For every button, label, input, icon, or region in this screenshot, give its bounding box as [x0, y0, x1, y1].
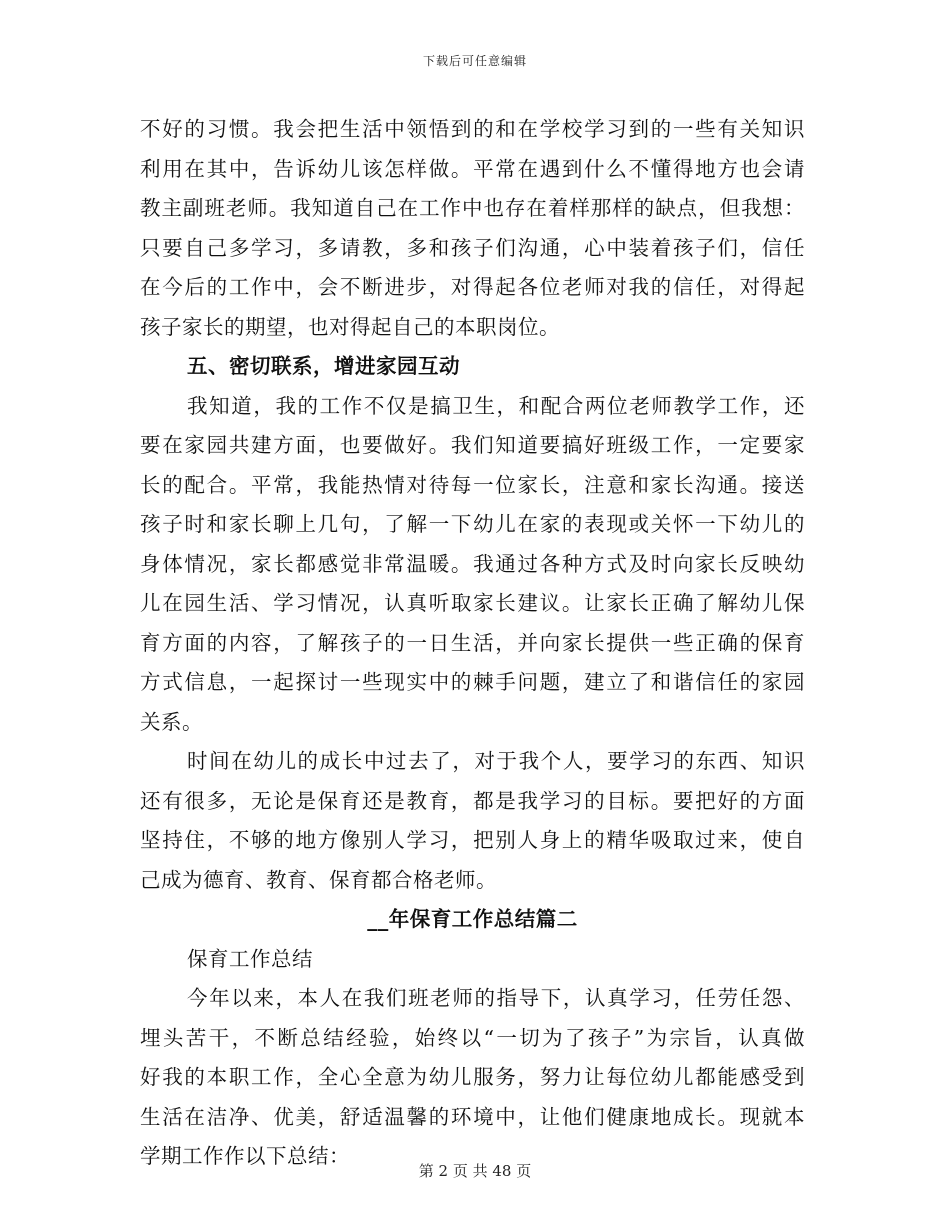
text-line: 学期工作作以下总结：	[140, 1144, 350, 1168]
paragraph-conclusion	[140, 742, 805, 900]
subtitle: 保育工作总结	[187, 946, 313, 971]
text-line: 长的配合。平常，我能热情对待每一位家长，注意和家长沟通。接送	[140, 472, 805, 497]
text-line: 孩子家长的期望，也对得起自己的本职岗位。	[140, 314, 560, 339]
text-line: 孩子时和家长聊上几句，了解一下幼儿在家的表现或关怀一下幼儿的	[140, 512, 805, 536]
paragraph-continuation	[140, 110, 805, 347]
text-line: 关系。	[140, 709, 203, 734]
text-line: 儿在园生活、学习情况，认真听取家长建议。让家长正确了解幼儿保	[140, 591, 805, 615]
text-line: 育方面的内容，了解孩子的一日生活，并向家长提供一些正确的保育	[140, 630, 805, 655]
text-line: 今年以来，本人在我们班老师的指导下，认真学习，任劳任怨、	[187, 986, 805, 1010]
text-line: 不好的习惯。我会把生活中领悟到的和在学校学习到的一些有关知识	[140, 117, 805, 141]
text-line: 己成为德育、教育、保育都合格老师。	[140, 867, 497, 892]
text-line: 只要自己多学习，多请教，多和孩子们沟通，心中装着孩子们，信任	[140, 235, 805, 260]
page-footer: 第 2 页 共 48 页	[418, 1162, 532, 1180]
text-line: 身体情况，家长都感觉非常温暖。我通过各种方式及时向家长反映幼	[140, 551, 805, 576]
document-body	[140, 110, 805, 1177]
text-line: 时间在幼儿的成长中过去了，对于我个人，要学习的东西、知识	[187, 749, 805, 773]
paragraph-home-school	[140, 387, 805, 743]
page-header: 下载后可任意编辑	[422, 54, 527, 68]
text-line: 还有很多，无论是保育还是教育，都是我学习的目标。要把好的方面	[140, 788, 805, 813]
section-heading: 五、密切联系，增进家园互动	[187, 354, 460, 378]
text-line: 好我的本职工作，全心全意为幼儿服务，努力让每位幼儿都能感受到	[140, 1065, 805, 1089]
text-line: 要在家园共建方面，也要做好。我们知道要搞好班级工作，一定要家	[140, 433, 805, 457]
section-title: __年保育工作总结篇二	[367, 907, 578, 931]
text-line: 生活在洁净、优美，舒适温馨的环境中，让他们健康地成长。现就本	[140, 1104, 805, 1129]
text-line: 方式信息，一起探讨一些现实中的棘手问题，建立了和谐信任的家园	[140, 670, 805, 694]
text-line: 教主副班老师。我知道自己在工作中也存在着样那样的缺点，但我想：	[140, 196, 805, 220]
paragraph-summary-intro	[140, 979, 805, 1177]
text-line: 在今后的工作中，会不断进步，对得起各位老师对我的信任，对得起	[140, 275, 805, 299]
text-line: 坚持住，不够的地方像别人学习，把别人身上的精华吸取过来，使自	[140, 828, 805, 852]
text-line: 我知道，我的工作不仅是搞卫生，和配合两位老师教学工作，还	[187, 393, 805, 418]
text-line: 埋头苦干，不断总结经验，始终以“一切为了孩子”为宗旨，认真做	[140, 1025, 805, 1050]
text-line: 利用在其中，告诉幼儿该怎样做。平常在遇到什么不懂得地方也会请	[140, 156, 805, 181]
